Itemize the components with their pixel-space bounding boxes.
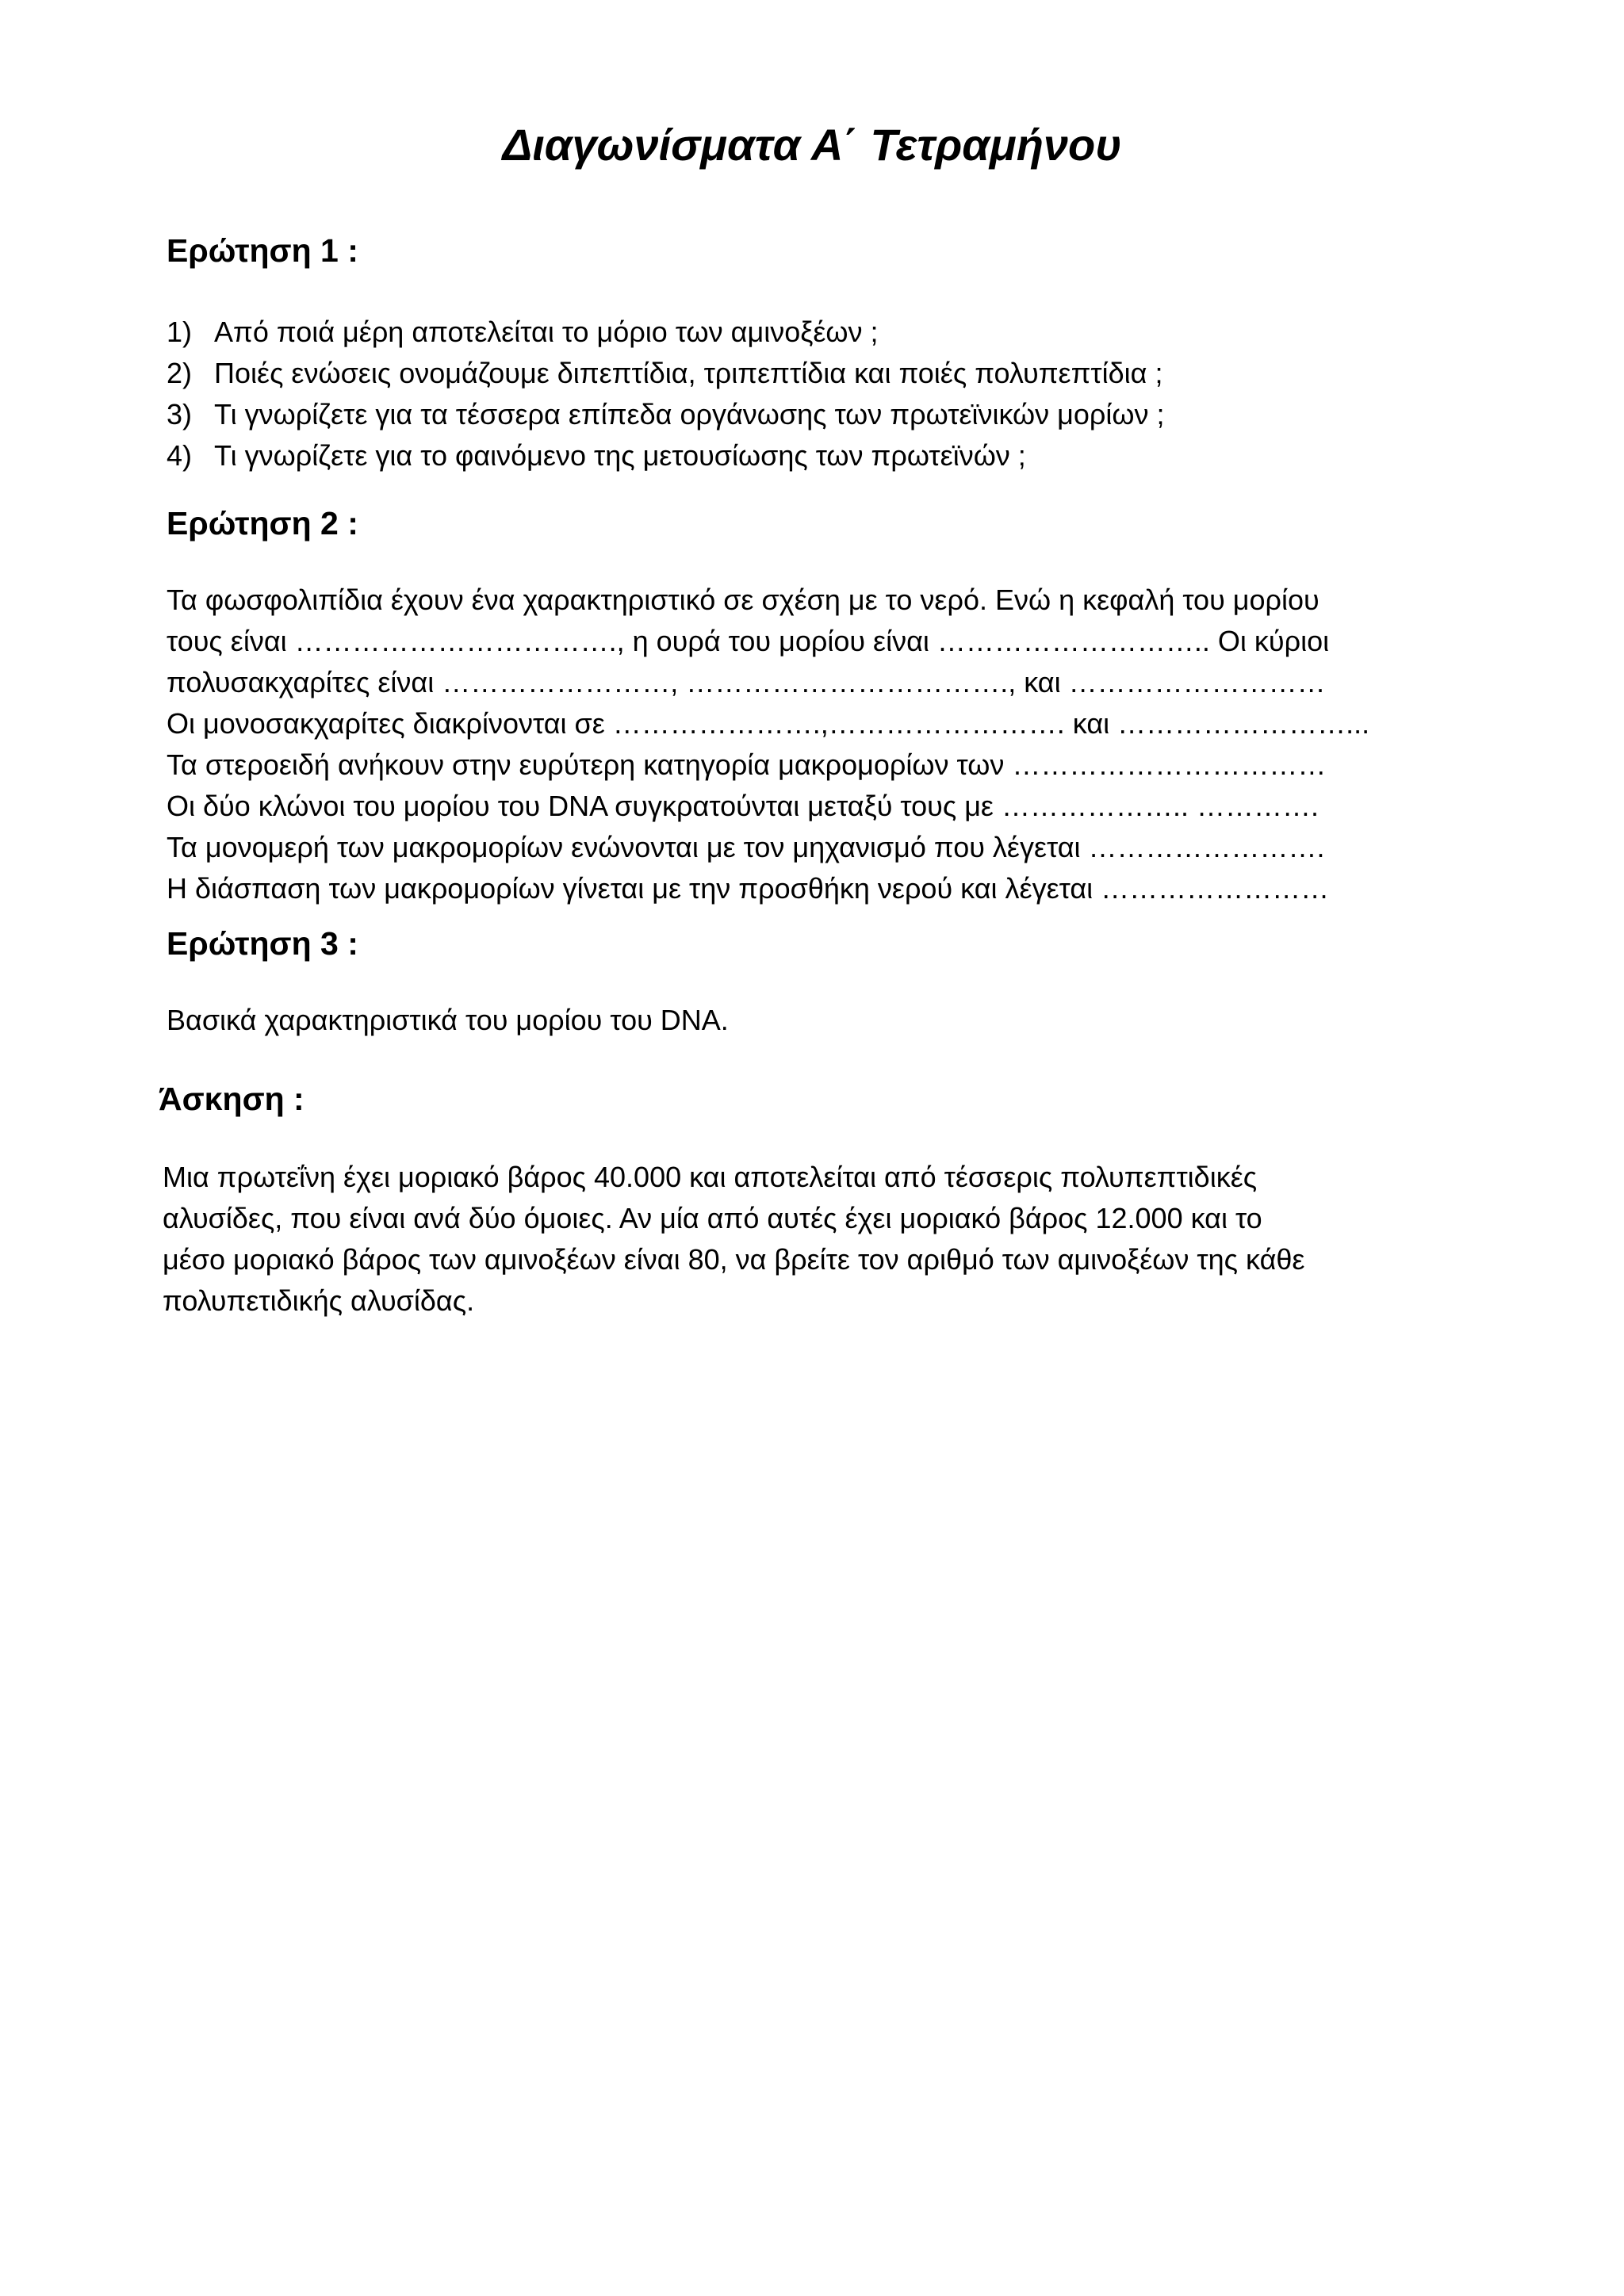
item-number: 3) [167,398,193,430]
item-number: 2) [167,357,193,389]
question-2-fill-in-text [167,580,1369,909]
document-title: Διαγωνίσματα Α΄ Τετραμήνου [502,120,1122,170]
item-number: 1) [167,316,193,348]
text-line: Οι δύο κλώνοι του μορίου του DNA συγκρατούνται μεταξύ τους με ……………….. …………. [167,790,1319,822]
text-line: πολυσακχαρίτες είναι ……………………, ……………………………., και ……………………… [167,666,1326,698]
exercise-text [163,1157,1304,1322]
text-line: Οι μονοσακχαρίτες διακρίνονται σε ………………….,……………………. και ……………………... [167,707,1370,740]
item-text: Ποιές ενώσεις ονομάζουμε διπεπτίδια, τριπεπτίδια και ποιές πολυπεπτίδια ; [214,357,1163,389]
text-line: Βασικά χαρακτηριστικά του μορίου του DNA. [167,1004,729,1036]
text-line: Τα φωσφολιπίδια έχουν ένα χαρακτηριστικό σε σχέση με το νερό. Ενώ η κεφαλή του μορίου [167,584,1320,616]
question-3-heading: Ερώτηση 3 : [167,925,358,962]
text-line: Τα στεροειδή ανήκουν στην ευρύτερη κατηγορία μακρομορίων των …………………………… [167,748,1327,781]
text-line: Η διάσπαση των μακρομορίων γίνεται με την προσθήκη νερού και λέγεται …………………… [167,872,1330,905]
list-item [167,353,1164,394]
item-text: Τι γνωρίζετε για τα τέσσερα επίπεδα οργάνωσης των πρωτεϊνικών μορίων ; [214,398,1165,430]
text-line: Τα μονομερή των μακρομορίων ενώνονται με τον μηχανισμό που λέγεται ……………………. [167,831,1325,863]
question-1-heading: Ερώτηση 1 : [167,232,358,269]
list-item [167,394,1164,435]
list-item [167,312,1164,353]
text-line: μέσο μοριακό βάρος των αμινοξέων είναι 80, να βρείτε τον αριθμό των αμινοξέων της κάθε [163,1243,1305,1276]
item-text: Τι γνωρίζετε για το φαινόμενο της μετουσίωσης των πρωτεϊνών ; [214,439,1026,472]
list-item [167,435,1164,476]
question-3-text [167,1000,729,1041]
item-text: Από ποιά μέρη αποτελείται το μόριο των αμινοξέων ; [214,316,879,348]
text-line: πολυπετιδικής αλυσίδας. [163,1284,475,1317]
question-2-heading: Ερώτηση 2 : [167,505,358,541]
text-line: Μια πρωτεΐνη έχει μοριακό βάρος 40.000 και αποτελείται από τέσσερις πολυπεπτιδικές [163,1161,1258,1193]
text-line: τους είναι ……………………………., η ουρά του μορίου είναι ……………………….. Οι κύριοι [167,625,1330,657]
question-1-list [167,312,1164,476]
item-number: 4) [167,439,193,472]
exercise-heading: Άσκηση : [159,1081,304,1117]
text-line: αλυσίδες, που είναι ανά δύο όμοιες. Αν μία από αυτές έχει μοριακό βάρος 12.000 και το [163,1202,1262,1234]
